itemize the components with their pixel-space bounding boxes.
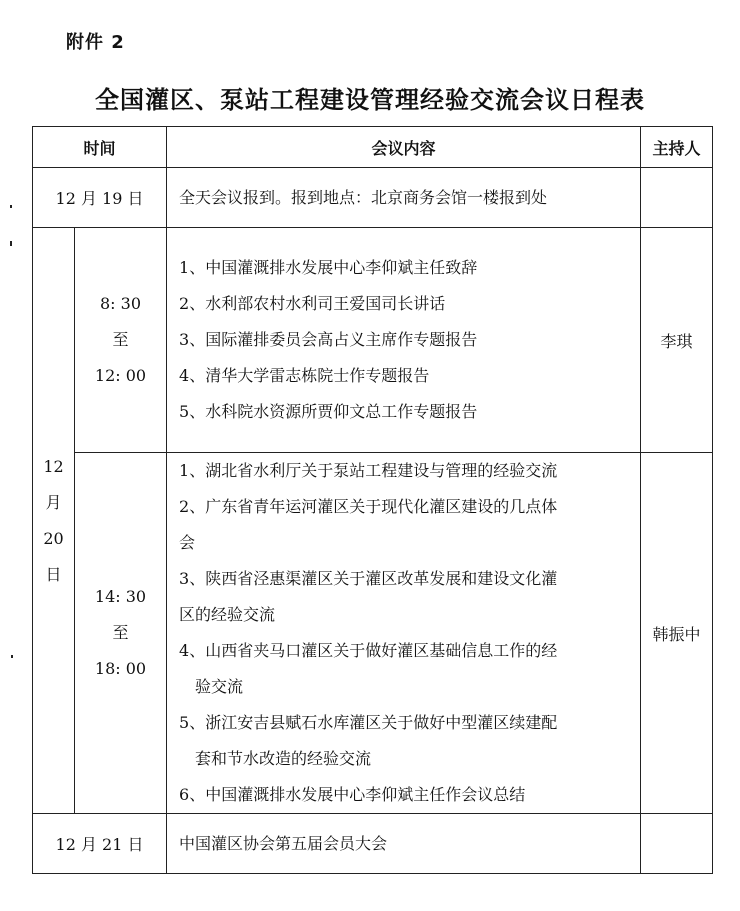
time-end: 12: 00: [94, 366, 147, 385]
scan-mark: [11, 655, 13, 658]
time-to: 至: [112, 330, 129, 349]
time-start: 8: 30: [100, 294, 142, 313]
header-host: 主持人: [641, 127, 713, 168]
date-char: 12: [43, 456, 64, 476]
schedule-table: [32, 126, 713, 874]
agenda-item: 1、中国灌溉排水发展中心李仰斌主任致辞: [179, 258, 478, 277]
date-cell: 12 月 21 日: [33, 814, 167, 874]
agenda-item: 2、水利部农村水利司王爱国司长讲话: [179, 294, 446, 313]
agenda-item: 4、清华大学雷志栋院士作专题报告: [179, 366, 430, 385]
table-row-dec20-afternoon: [33, 453, 713, 814]
agenda-line: 4、山西省夹马口灌区关于做好灌区基础信息工作的经: [179, 641, 558, 660]
date-char: 20: [43, 528, 64, 548]
agenda-line: 会: [179, 533, 196, 552]
table-header-row: [33, 127, 713, 168]
host-cell: [641, 814, 713, 874]
agenda-line: 套和节水改造的经验交流: [195, 749, 372, 768]
page-title: 全国灌区、泵站工程建设管理经验交流会议日程表: [95, 86, 645, 114]
date-char: 月: [45, 492, 62, 512]
table-row-dec20-morning: [33, 228, 713, 453]
agenda-item: 3、国际灌排委员会高占义主席作专题报告: [179, 330, 478, 349]
scan-mark: [10, 205, 12, 208]
agenda-line: 1、湖北省水利厅关于泵站工程建设与管理的经验交流: [179, 461, 558, 480]
content-cell-afternoon: [167, 453, 641, 814]
attachment-label: 附件 2: [66, 32, 125, 53]
date-cell: 12 月 19 日: [33, 168, 167, 228]
header-content: 会议内容: [167, 127, 641, 168]
time-end: 18: 00: [94, 659, 147, 678]
agenda-item: 5、水科院水资源所贾仰文总工作专题报告: [179, 402, 478, 421]
time-start: 14: 30: [94, 587, 147, 606]
date-char: 日: [45, 564, 62, 584]
host-cell-morning: 李琪: [641, 228, 713, 453]
agenda-line: 2、广东省青年运河灌区关于现代化灌区建设的几点体: [179, 497, 558, 516]
host-cell: [641, 168, 713, 228]
time-cell-afternoon: [75, 453, 167, 814]
time-to: 至: [112, 623, 129, 642]
agenda-line: 3、陕西省泾惠渠灌区关于灌区改革发展和建设文化灌: [179, 569, 558, 588]
agenda-line: 验交流: [195, 677, 244, 696]
table-row-dec21: [33, 814, 713, 874]
header-time: 时间: [33, 127, 167, 168]
scan-mark: [10, 241, 12, 246]
table-row-dec19: [33, 168, 713, 228]
content-cell: 全天会议报到。报到地点：北京商务会馆一楼报到处: [167, 168, 641, 228]
date-cell-dec20: [33, 228, 75, 814]
agenda-line: 区的经验交流: [179, 605, 276, 624]
agenda-line: 5、浙江安吉县赋石水库灌区关于做好中型灌区续建配: [179, 713, 558, 732]
host-cell-afternoon: 韩振中: [641, 453, 713, 814]
content-cell: 中国灌区协会第五届会员大会: [167, 814, 641, 874]
time-cell-morning: [75, 228, 167, 453]
agenda-line: 6、中国灌溉排水发展中心李仰斌主任作会议总结: [179, 785, 526, 804]
content-cell-morning: [167, 228, 641, 453]
